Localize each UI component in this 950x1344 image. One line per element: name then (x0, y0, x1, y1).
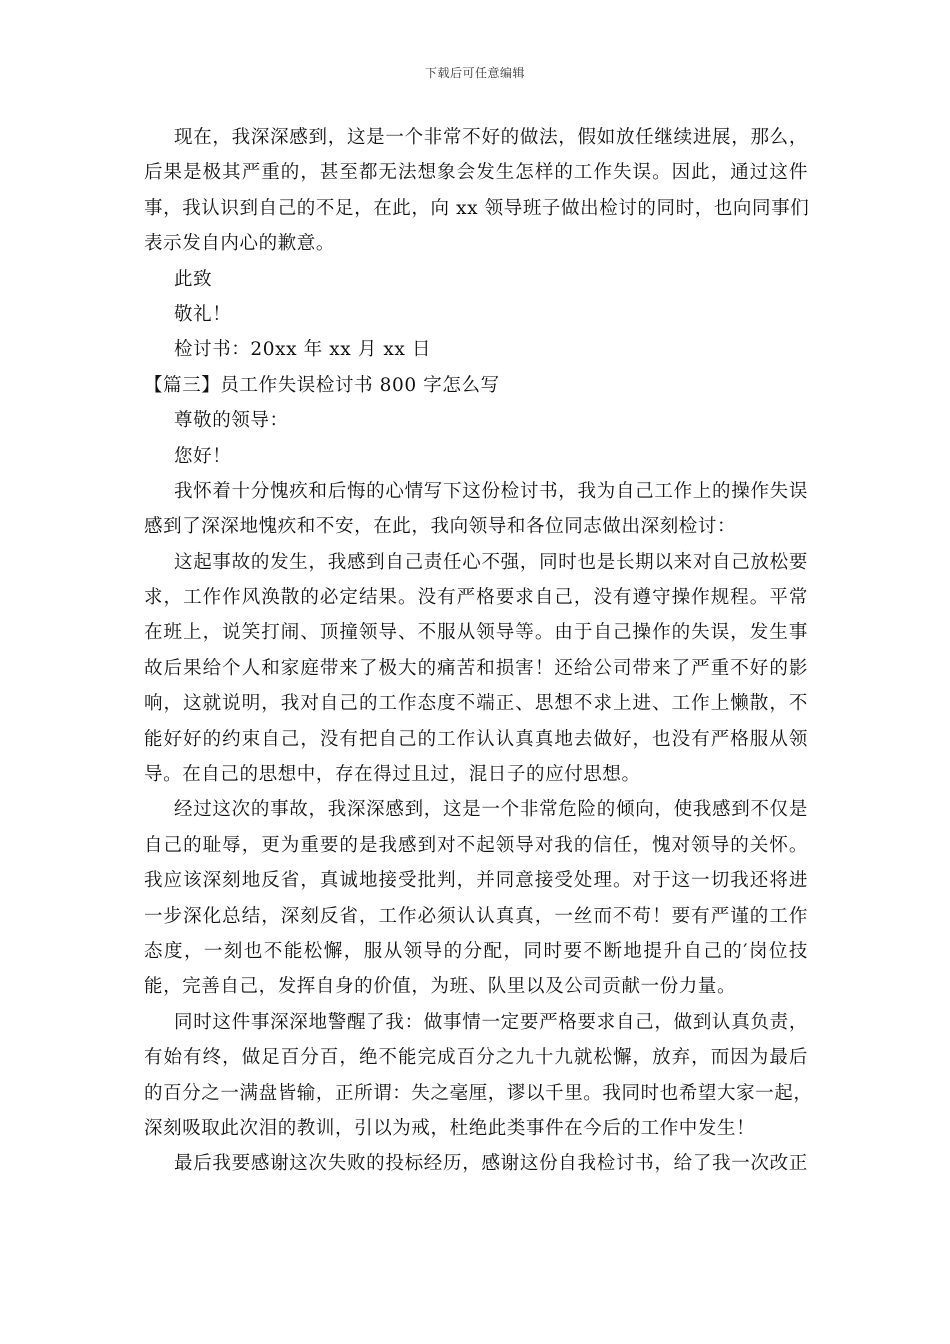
text-line: 敬礼！ (174, 303, 232, 325)
text-line: 的百分之一满盘皆输，正所谓：失之毫厘，谬以千里。我同时也希望大家一起， (144, 1082, 813, 1104)
text-line: 感到了深深地愧疚和不安，在此，我向领导和各位同志做出深刻检讨： (144, 516, 737, 538)
text-line: 尊敬的领导： (174, 410, 289, 432)
text-line: 响，这就说明，我对自己的工作态度不端正、思想不求上进、工作上懒散，不 (144, 693, 808, 715)
text-line: 导。在自己的思想中，存在得过且过，混日子的应付思想。 (144, 764, 641, 786)
text-line: 能，完善自己，发挥自身的价值，为班、队里以及公司贡献一份力量。 (144, 976, 737, 998)
text-line: 最后我要感谢这次失败的投标经历，感谢这份自我检讨书，给了我一次改正 (174, 1153, 808, 1175)
text-line: 事，我认识到自己的不足，在此，向 xx 领导班子做出检讨的同时，也向同事们 (144, 197, 810, 219)
text-line: 表示发自内心的歉意。 (144, 233, 336, 255)
text-line: 我怀着十分愧疚和后悔的心情写下这份检讨书，我为自己工作上的操作失误 (174, 480, 808, 502)
text-line: 在班上，说笑打闹、顶撞领导、不服从领导等。由于自己操作的失误，发生事 (144, 622, 808, 644)
text-line: 能好好的约束自己，没有把自己的工作认认真真地去做好，也没有严格服从领 (144, 728, 808, 750)
text-line: 故后果给个人和家庭带来了极大的痛苦和损害！还给公司带来了严重不好的影 (144, 657, 808, 679)
document-body (144, 120, 813, 1182)
text-line: 现在，我深深感到，这是一个非常不好的做法，假如放任继续进展，那么， (174, 127, 808, 148)
text-line: 【篇三】员工作失误检讨书 800 字怎么写 (144, 374, 500, 396)
text-line: 有始有终，做足百分百，绝不能完成百分之九十九就松懈，放弃，而因为最后 (144, 1047, 808, 1069)
text-line: 一步深化总结，深刻反省，工作必须认认真真，一丝而不苟！要有严谨的工作 (144, 905, 808, 927)
text-line: 检讨书：20xx 年 xx 月 xx 日 (174, 339, 432, 361)
text-line: 后果是极其严重的，甚至都无法想象会发生怎样的工作失误。因此，通过这件 (144, 162, 808, 184)
page-header: 下载后可任意编辑 (424, 66, 525, 80)
text-line: 同时这件事深深地警醒了我：做事情一定要严格要求自己，做到认真负责， (174, 1011, 808, 1033)
text-line: 自己的耻辱，更为重要的是我感到对不起领导对我的信任，愧对领导的关怀。 (144, 834, 808, 856)
text-line: 这起事故的发生，我感到自己责任心不强，同时也是长期以来对自己放松要 (174, 551, 808, 573)
text-line: 此致 (174, 268, 213, 290)
text-line: 求，工作作风涣散的必定结果。没有严格要求自己，没有遵守操作规程。平常 (144, 587, 808, 609)
text-line: 您好！ (174, 445, 232, 467)
text-line: 我应该深刻地反省，真诚地接受批判，并同意接受处理。对于这一切我还将进 (144, 870, 808, 892)
text-line: 经过这次的事故，我深深感到，这是一个非常危险的倾向，使我感到不仅是 (174, 799, 808, 821)
text-line: 态度，一刻也不能松懈，服从领导的分配，同时要不断地提升自己的′岗位技 (144, 940, 808, 962)
text-line: 深刻吸取此次泪的教训，引以为戒，杜绝此类事件在今后的工作中发生！ (144, 1117, 756, 1139)
